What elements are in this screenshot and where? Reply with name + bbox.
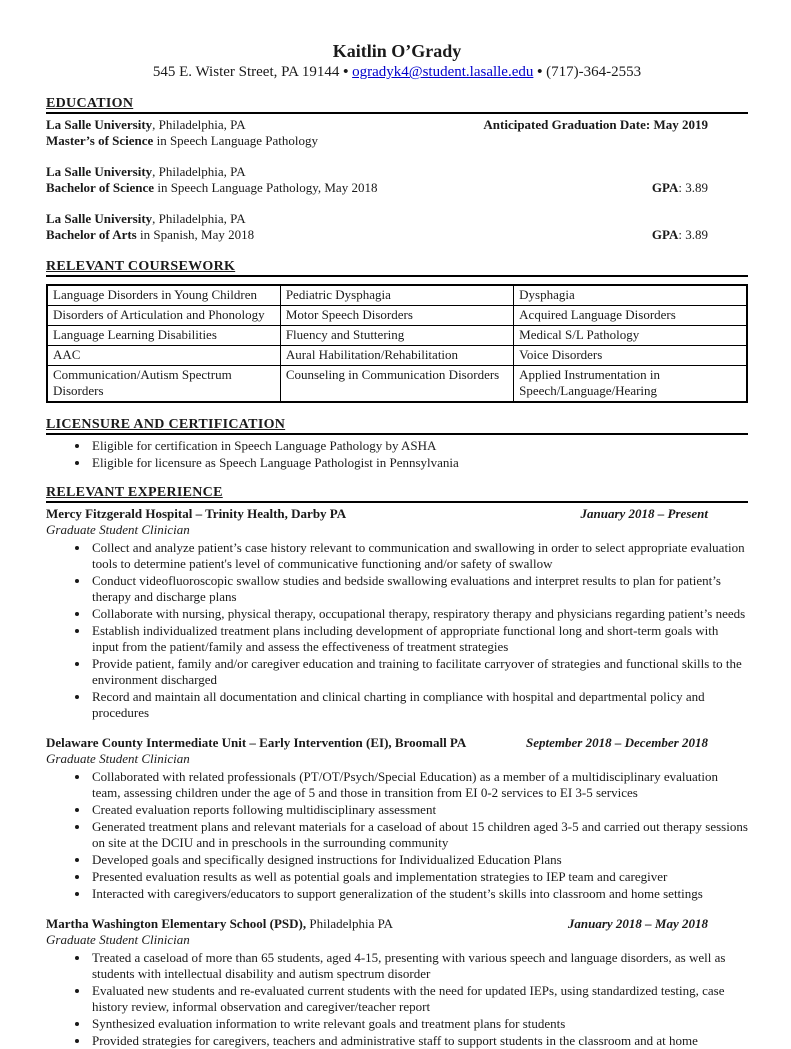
licensure-bullet: • Eligible for certification in Speech Language Pathology by ASHA [90,438,748,454]
contact-separator: • [537,64,543,80]
coursework-table [46,284,748,403]
education-entry-line2 [46,180,748,196]
job-header [46,506,748,522]
coursework-row [47,285,747,306]
job-bullet: • Evaluated new students and re-evaluated current students with the need for updated IEPs, using standardized testing, case history review, informal observation and caregiver/teacher report [90,983,748,1015]
employer-name: Martha Washington Elementary School (PSD), [46,916,307,931]
degree-detail: in Speech Language Pathology, May 2018 [154,180,378,195]
job-bullet: • Developed goals and specifically designed instructions for Individualized Education Plans [90,852,748,868]
job-bullet-list [46,540,748,721]
gpa-label: GPA [651,180,679,195]
coursework-cell: Medical S/L Pathology [514,326,747,346]
job-bullet: • Record and maintain all documentation and clinical charting in compliance with hospital and departmental policy and procedures [90,689,748,721]
coursework-cell: AAC [47,346,280,366]
address-text: 545 E. Wister Street, PA 19144 [152,64,340,80]
education-entry-line1 [46,211,748,227]
job-bullet: • Collaborate with nursing, physical therapy, occupational therapy, respiratory therapy and physicians regarding patient’s needs [90,606,748,622]
coursework-row [47,306,747,326]
email-link[interactable]: ogradyk4@student.lasalle.edu [352,64,534,80]
employer-name: Mercy Fitzgerald Hospital – Trinity Health, Darby PA [46,506,347,521]
gpa-value: : 3.89 [678,180,708,195]
job-header [46,735,748,751]
coursework-cell: Language Disorders in Young Children [47,285,280,306]
job-bullet: • Synthesized evaluation information to write relevant goals and treatment plans for students [90,1016,748,1032]
job-date: January 2018 – May 2018 [567,916,708,931]
job-bullet: • Provided strategies for caregivers, teachers and administrative staff to support students in the classroom and at home [90,1033,748,1049]
school-name: La Salle University [46,164,153,179]
contact-line [46,62,748,82]
section-header-experience [46,484,748,503]
school-location: , Philadelphia, PA [152,211,246,226]
job-bullet: • Provide patient, family and/or caregiver education and training to facilitate carryover of strategies and functional skills to the environment discharged [90,656,748,688]
phone-text: (717)-364-2553 [546,64,642,80]
section-title-coursework: RELEVANT COURSEWORK [46,259,236,274]
section-title-education: EDUCATION [46,96,134,111]
job-bullet: • Generated treatment plans and relevant materials for a caseload of about 15 children aged 3-5 and carried out therapy sessions on site at the DCIU and in preschools in the surrounding community [90,819,748,851]
licensure-bullet: • Eligible for licensure as Speech Language Pathologist in Pennsylvania [90,455,748,471]
school-name: La Salle University [46,117,153,132]
job-bullet: • Presented evaluation results as well as potential goals and implementation strategies to IEP team and caregiver [90,869,748,885]
coursework-cell: Counseling in Communication Disorders [280,366,513,403]
gpa [652,180,708,196]
coursework-cell: Aural Habilitation/Rehabilitation [280,346,513,366]
degree-detail: in Spanish, May 2018 [136,227,255,242]
job-bullet: • Interacted with caregivers/educators to support generalization of the student’s skills into classroom and home settings [90,886,748,902]
anticipated-graduation-date: Anticipated Graduation Date: May 2019 [483,117,708,132]
job-bullet: • Conduct videofluoroscopic swallow studies and bedside swallowing evaluations and interpret results to plan for patient’s therapy and discharge plans [90,573,748,605]
experience-job [46,506,748,721]
coursework-cell: Applied Instrumentation in Speech/Language/Hearing [514,366,747,403]
coursework-cell: Disorders of Articulation and Phonology [47,306,280,326]
coursework-row [47,326,747,346]
section-header-education [46,95,748,114]
degree-detail: in Speech Language Pathology [153,133,318,148]
coursework-cell: Motor Speech Disorders [280,306,513,326]
education-entry [46,211,748,243]
job-header [46,916,748,932]
section-title-experience: RELEVANT EXPERIENCE [46,485,223,500]
job-bullet: • Establish individualized treatment plans including development of appropriate functional long and short-term goals with input from the patient/family and assess the effectiveness of treatment strategies [90,623,748,655]
experience-job [46,916,748,1049]
coursework-cell: Acquired Language Disorders [514,306,747,326]
job-role: Graduate Student Clinician [46,932,190,947]
job-date: January 2018 – Present [580,506,708,521]
gpa-value: : 3.89 [678,227,708,242]
education-entry-line1 [46,164,748,180]
coursework-row [47,366,747,403]
job-bullet-list [46,769,748,902]
job-bullet: • Treated a caseload of more than 65 students, aged 4-15, presenting with various speech and language disorders, as well as students with intellectual disability and autism spectrum disorder [90,950,748,982]
section-header-licensure [46,416,748,435]
gpa [652,227,708,243]
degree-name: Master’s of Science [46,133,154,148]
education-entry-line1 [46,117,748,133]
licensure-list [46,438,748,471]
job-role: Graduate Student Clinician [46,522,190,537]
job-role: Graduate Student Clinician [46,751,190,766]
coursework-cell: Pediatric Dysphagia [280,285,513,306]
education-entry [46,117,748,149]
contact-separator: • [343,64,349,80]
coursework-cell: Voice Disorders [514,346,747,366]
job-bullet: • Collaborated with related professionals (PT/OT/Psych/Special Education) as a member of a multidisciplinary evaluation team, assessing children under the age of 5 and those in transition from EI 0-2 services to EI 3-5 services [90,769,748,801]
job-bullet-list [46,950,748,1049]
section-title-licensure: LICENSURE AND CERTIFICATION [46,417,286,432]
experience-job [46,735,748,902]
degree-name: Bachelor of Arts [46,227,137,242]
job-bullet: • Created evaluation reports following multidisciplinary assessment [90,802,748,818]
coursework-cell: Communication/Autism Spectrum Disorders [47,366,280,403]
coursework-cell: Language Learning Disabilities [47,326,280,346]
education-entry-line2 [46,227,748,243]
section-header-coursework [46,258,748,277]
job-date: September 2018 – December 2018 [526,735,708,750]
school-location: , Philadelphia, PA [152,164,246,179]
education-entry-line2 [46,133,748,149]
gpa-label: GPA [651,227,679,242]
degree-name: Bachelor of Science [46,180,155,195]
school-name: La Salle University [46,211,153,226]
coursework-cell: Dysphagia [514,285,747,306]
school-location: , Philadelphia, PA [152,117,246,132]
job-bullet: • Collect and analyze patient’s case history relevant to communication and swallowing in order to select appropriate evaluation tools to determine patient's level of communicative functioning and/or safety of swallow [90,540,748,572]
coursework-cell: Fluency and Stuttering [280,326,513,346]
education-entry [46,164,748,196]
coursework-row [47,346,747,366]
document-header [46,40,748,82]
employer-location: Philadelphia PA [306,916,394,931]
employer-name: Delaware County Intermediate Unit – Early Intervention (EI), Broomall PA [46,735,467,750]
candidate-name: Kaitlin O’Grady [332,41,462,61]
